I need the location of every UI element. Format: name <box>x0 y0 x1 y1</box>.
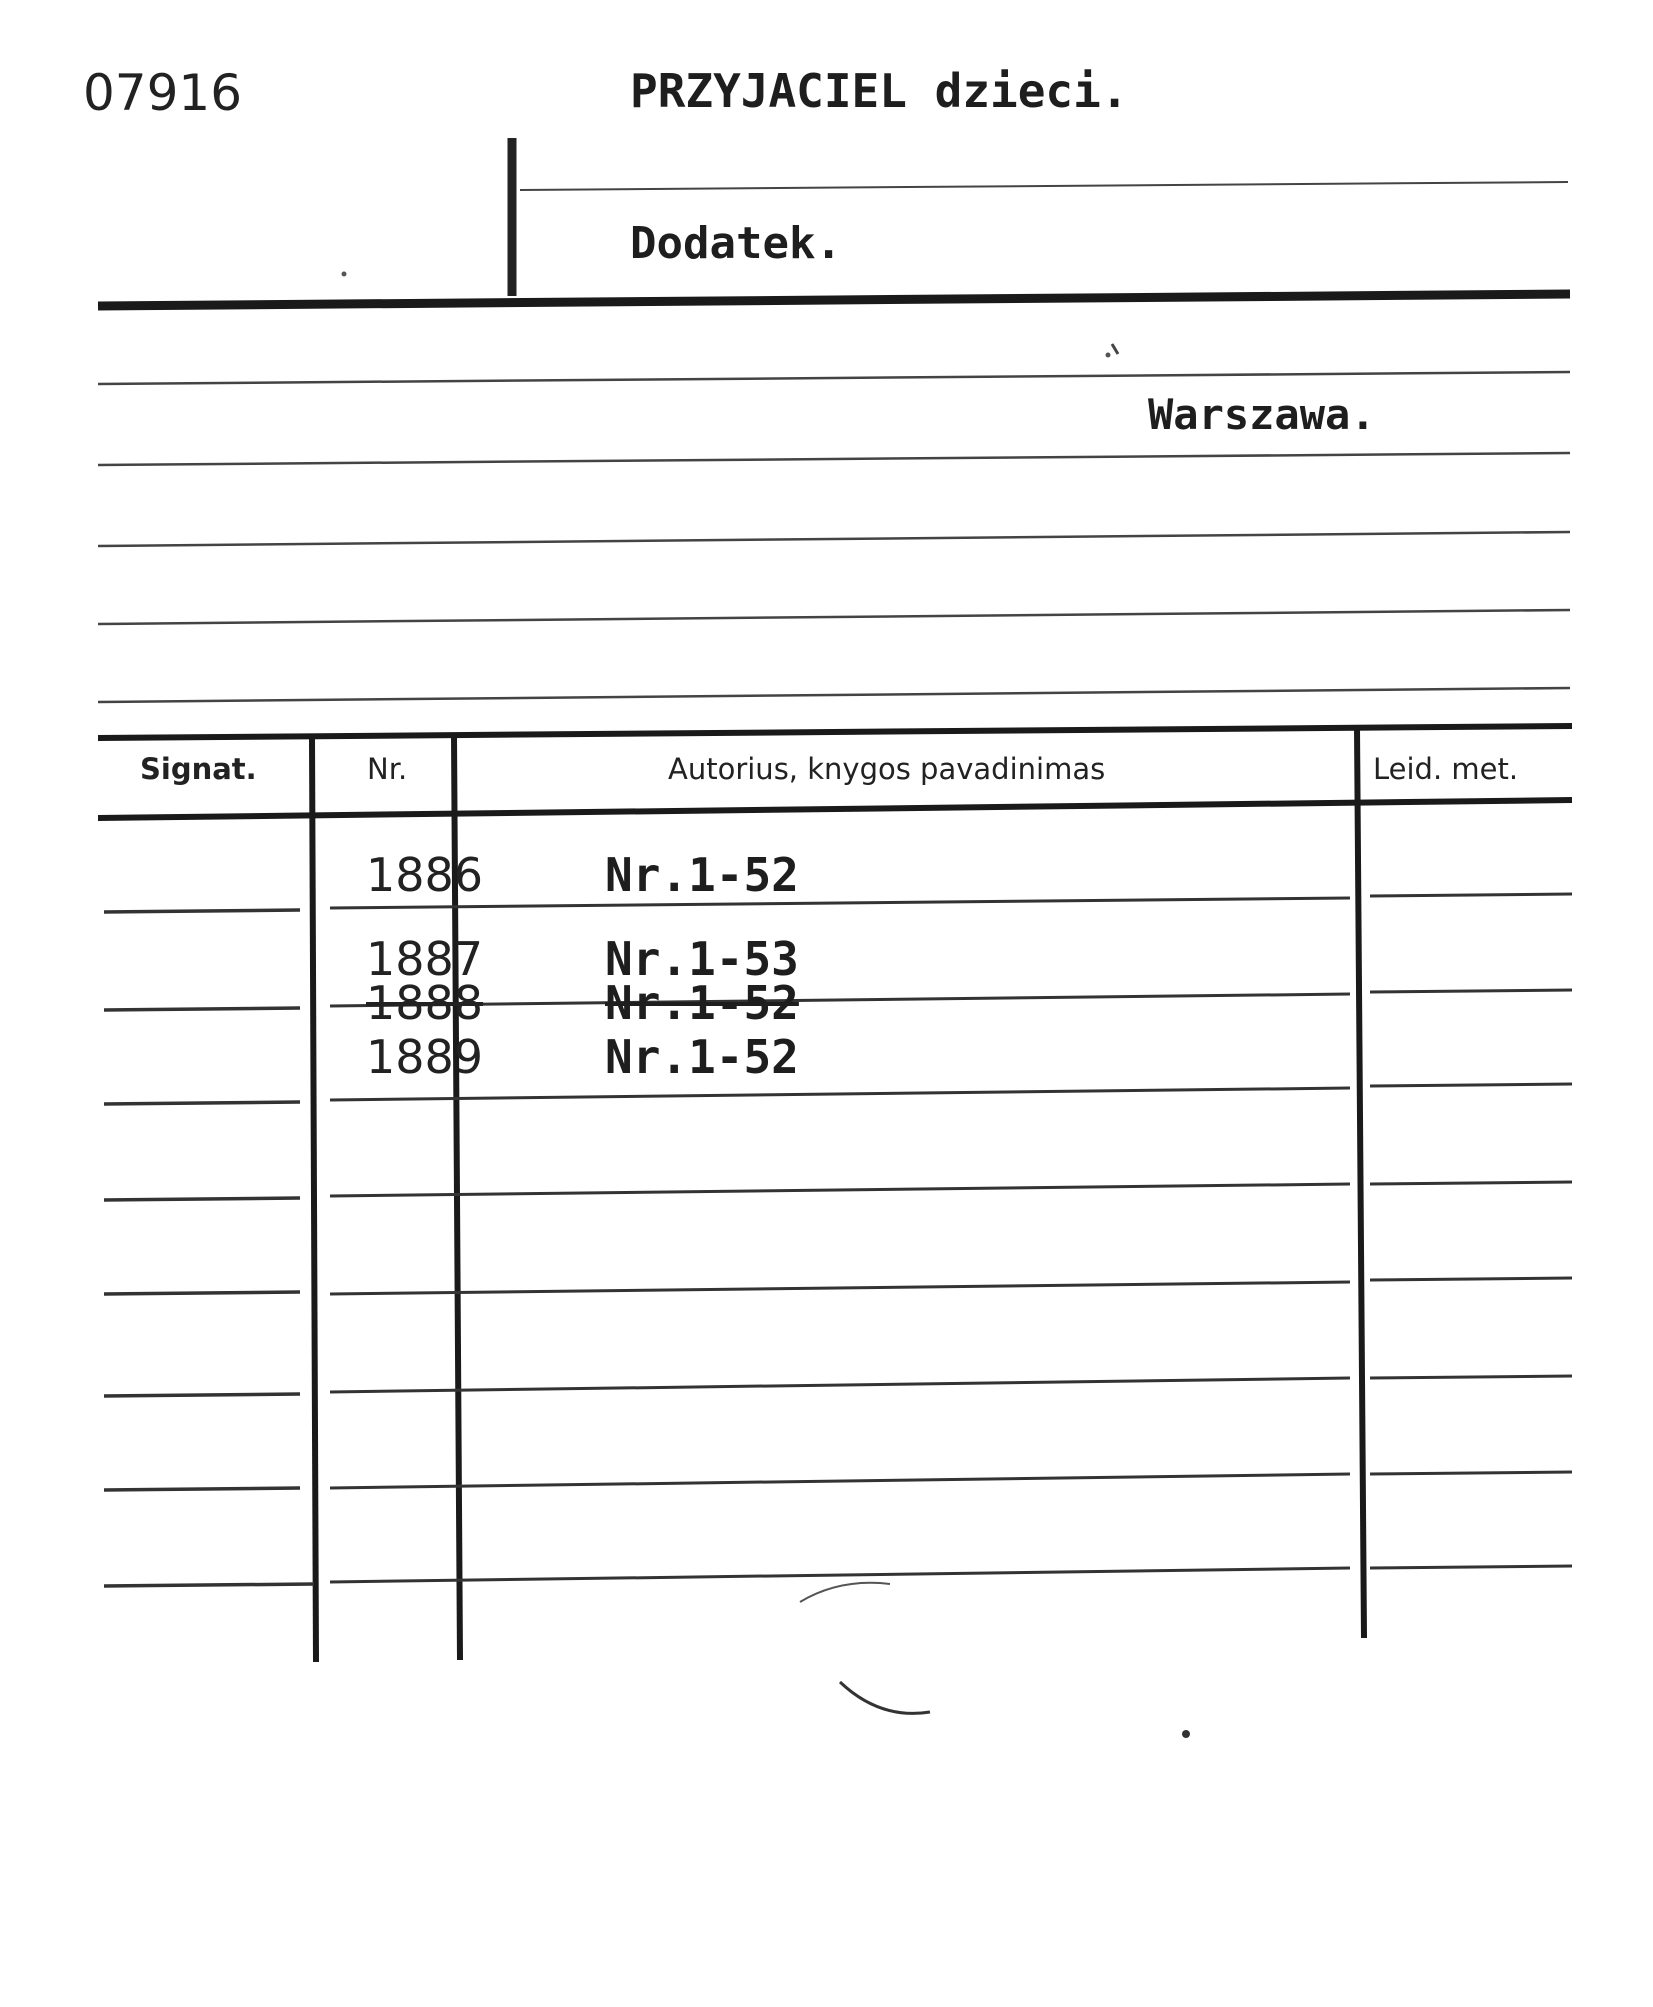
row-year: 1889 <box>366 1030 484 1084</box>
row-year: 1888 <box>366 976 484 1030</box>
column-header-autorius: Autorius, knygos pavadinimas <box>668 752 1106 786</box>
row-year: 1886 <box>366 848 484 902</box>
row-numbers: Nr.1-52 <box>605 976 799 1030</box>
catalog-number: 07916 <box>83 64 243 122</box>
column-header-nr: Nr. <box>367 752 408 786</box>
card-title: PRZYJACIEL dzieci. <box>630 64 1129 118</box>
row-numbers: Nr.1-53 <box>605 932 799 986</box>
publication-place: Warszawa. <box>1148 390 1376 439</box>
row-year: 1887 <box>366 932 484 986</box>
column-header-leid-met: Leid. met. <box>1373 752 1519 786</box>
row-numbers: Nr.1-52 <box>605 1030 799 1084</box>
column-header-signat: Signat. <box>140 752 257 786</box>
card-subtitle: Dodatek. <box>630 218 842 269</box>
row-numbers: Nr.1-52 <box>605 848 799 902</box>
